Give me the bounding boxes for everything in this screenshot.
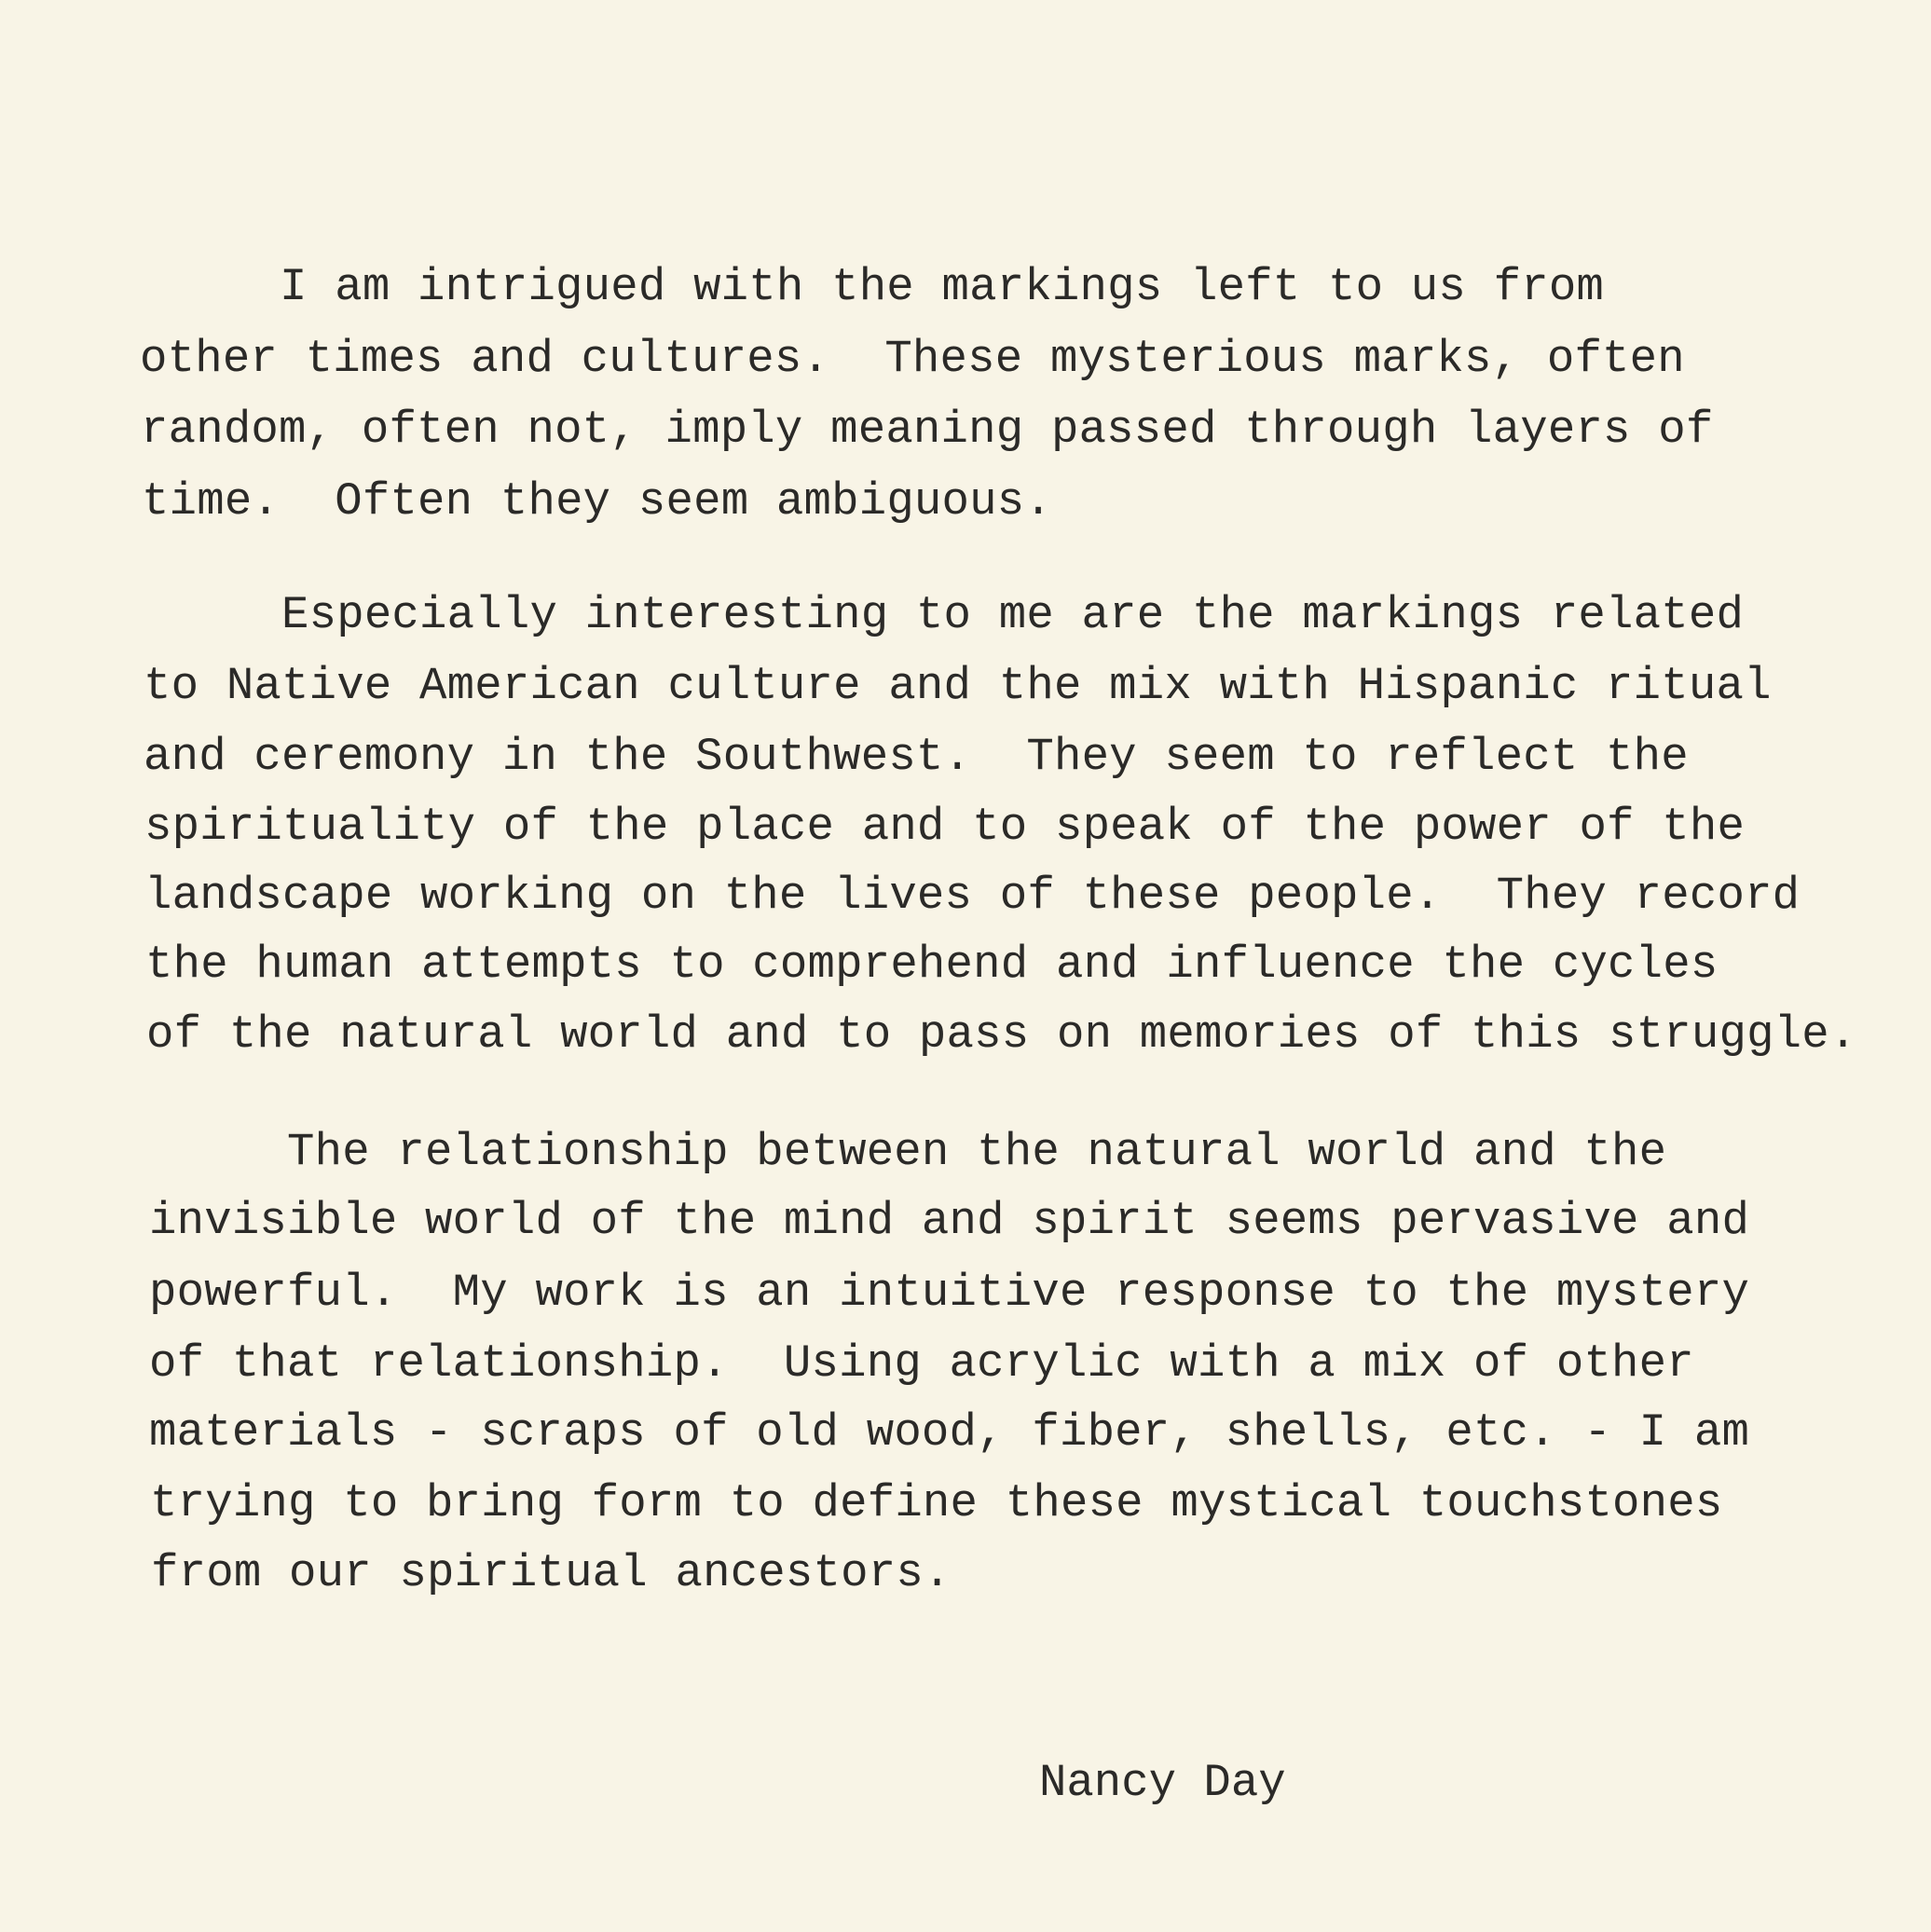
- signature: Nancy Day: [1039, 1757, 1286, 1809]
- paragraph-3-line-4: of that relationship. Using acrylic with a mix of other: [149, 1337, 1694, 1390]
- paragraph-3-line-5: materials - scraps of old wood, fiber, shells, etc. - I am: [149, 1406, 1750, 1459]
- paragraph-3-line-6: trying to bring form to define these mystical touchstones: [150, 1477, 1723, 1529]
- paragraph-1-line-4: time. Often they seem ambiguous.: [142, 475, 1052, 528]
- paragraph-3-line-7: from our spiritual ancestors.: [151, 1547, 952, 1599]
- paragraph-2-line-1: Especially interesting to me are the markings related: [281, 589, 1745, 641]
- paragraph-2-line-4: spirituality of the place and to speak of the power of the: [144, 801, 1746, 853]
- paragraph-2-line-2: to Native American culture and the mix with Hispanic ritual: [144, 660, 1772, 712]
- paragraph-2-line-5: landscape working on the lives of these people. They record: [144, 870, 1801, 922]
- paragraph-2-line-7: of the natural world and to pass on memories of this struggle.: [146, 1008, 1857, 1061]
- paragraph-3-line-1: The relationship between the natural world and the: [287, 1126, 1667, 1178]
- paragraph-2-line-6: the human attempts to comprehend and influence the cycles: [145, 939, 1719, 991]
- paragraph-1-line-2: other times and cultures. These mysterious marks, often: [140, 333, 1685, 385]
- paragraph-3-line-3: powerful. My work is an intuitive response to the mystery: [149, 1267, 1750, 1319]
- paragraph-2-line-3: and ceremony in the Southwest. They seem to reflect the: [144, 731, 1689, 783]
- paragraph-1-line-3: random, often not, imply meaning passed through layers of: [141, 404, 1714, 456]
- paragraph-1-line-1: I am intrigued with the markings left to us from: [280, 261, 1605, 313]
- paragraph-3-line-2: invisible world of the mind and spirit seems pervasive and: [149, 1195, 1750, 1247]
